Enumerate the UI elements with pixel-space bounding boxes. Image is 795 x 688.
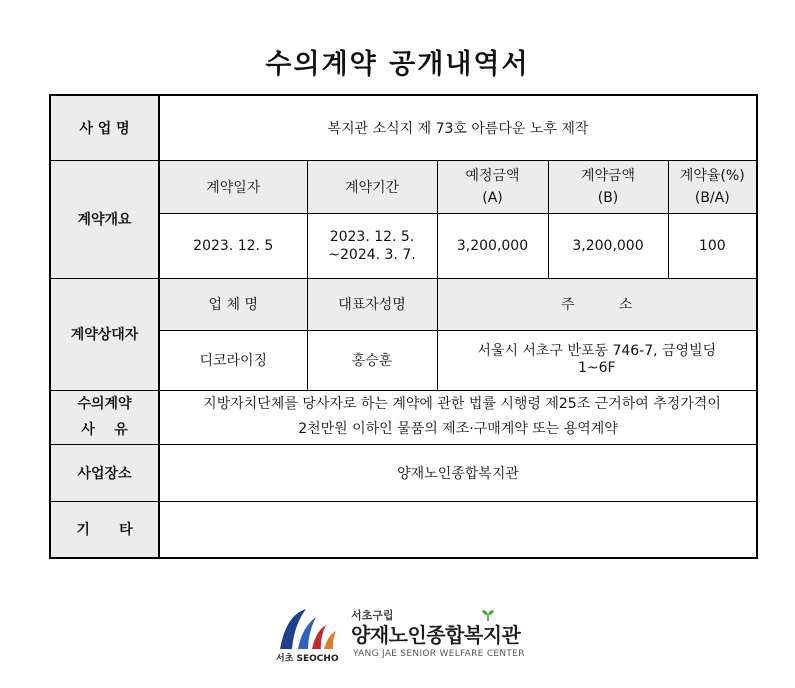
address-value (437, 330, 757, 390)
reason-row (50, 390, 757, 444)
location-row (50, 444, 757, 501)
welfare-center-logo (276, 605, 536, 665)
address-line1: 서울시 서초구 반포동 746-7, 금영빌딩 (477, 343, 717, 359)
representative-header: 대표자성명 (307, 278, 437, 330)
contract-period-value (307, 213, 437, 278)
contract-rate-header-line2: (B/A) (694, 189, 730, 206)
business-name-value: 복지관 소식지 제 73호 아름다운 노후 제작 (159, 95, 757, 160)
logo-emblem-icon (276, 605, 342, 651)
estimated-amount-header-line1: 예정금액 (465, 167, 520, 184)
contract-period-line1: 2023. 12. 5. (329, 228, 415, 245)
estimated-amount-header-line2: (A) (482, 189, 503, 206)
contract-summary-header-row (50, 160, 757, 213)
reason-value (159, 390, 757, 444)
address-line2: 1~6F (577, 360, 616, 376)
contract-amount-header (548, 160, 668, 213)
etc-label: 기 타 (50, 501, 159, 558)
estimated-amount-header (437, 160, 548, 213)
contract-period-line2: ~2024. 3. 7. (328, 246, 416, 263)
contract-rate-header (668, 160, 757, 213)
contract-amount-header-line1: 계약금액 (580, 167, 636, 184)
etc-row (50, 501, 757, 558)
reason-label-line2: 사 유 (81, 422, 128, 438)
document-title: 수의계약 공개내역서 (265, 49, 530, 80)
contract-date-value: 2023. 12. 5 (159, 213, 307, 278)
contract-period-header: 계약기간 (307, 160, 437, 213)
contract-rate-value: 100 (668, 213, 757, 278)
logo-english-name: YANG JAE SENIOR WELFARE CENTER (353, 649, 525, 659)
logo-name: 양재노인종합복지관 (351, 623, 521, 647)
representative-value: 홍승훈 (307, 330, 437, 390)
company-name-header: 업 체 명 (159, 278, 307, 330)
business-name-row (50, 95, 757, 160)
reason-line2: 2천만원 이하인 물품의 제조·구매계약 또는 용역계약 (298, 421, 618, 437)
logo-seocho-text: 서초 SEOCHO (276, 654, 339, 664)
location-label: 사업장소 (50, 444, 159, 501)
etc-value (159, 501, 757, 558)
logo-district: 서초구립 (351, 609, 394, 622)
contract-summary-label: 계약개요 (50, 160, 159, 278)
contract-disclosure-table (49, 94, 758, 559)
company-name-value: 디코라이징 (159, 330, 307, 390)
reason-label-line1: 수의계약 (77, 396, 132, 412)
counterparty-header-row (50, 278, 757, 330)
contract-amount-value: 3,200,000 (548, 213, 668, 278)
estimated-amount-value: 3,200,000 (437, 213, 548, 278)
contract-amount-header-line2: (B) (597, 189, 619, 206)
business-name-label: 사 업 명 (50, 95, 159, 160)
contract-rate-header-line1: 계약율(%) (679, 167, 745, 184)
location-value: 양재노인종합복지관 (159, 444, 757, 501)
reason-line1: 지방자치단체를 당사자로 하는 계약에 관한 법률 시행령 제25조 근거하여 추정가격이 (203, 396, 721, 412)
reason-label (50, 390, 159, 444)
counterparty-label: 계약상대자 (50, 278, 159, 390)
address-header: 주 소 (437, 278, 757, 330)
contract-date-header: 계약일자 (159, 160, 307, 213)
